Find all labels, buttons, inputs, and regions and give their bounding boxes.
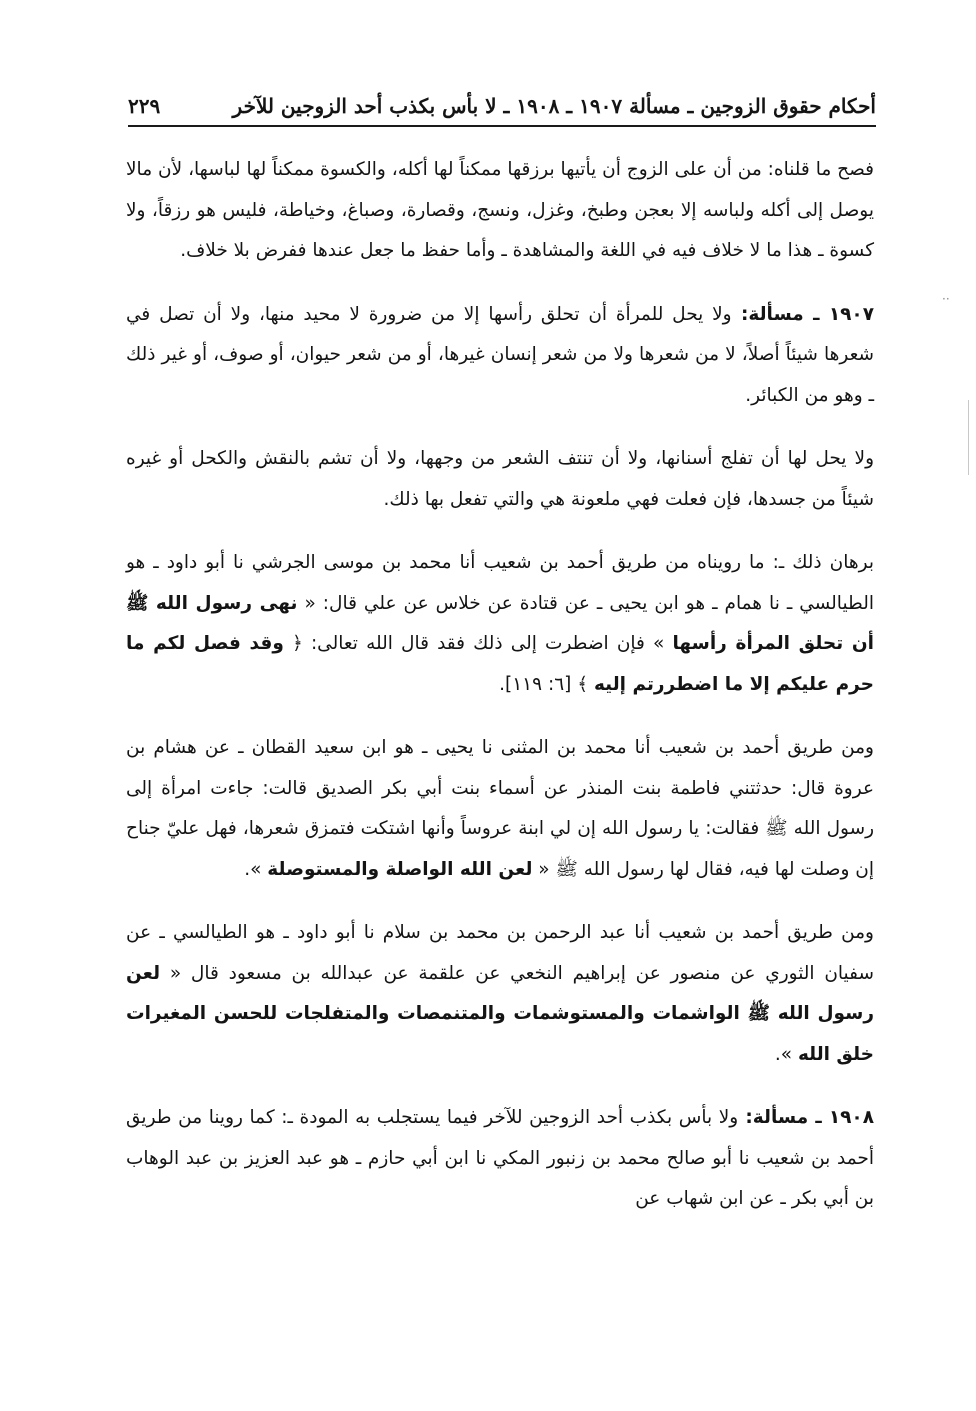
verse-reference: ﴾ [٦: ١١٩].	[499, 673, 594, 695]
paragraph-text: ومن طريق أحمد بن شعيب أنا عبد الرحمن بن محمد بن سلام نا أبو داود ـ هو الطيالسي ـ عن سفيان الثوري عن منصور عن إبراهيم النخعي عن علقمة عن عبدالله بن مسعود قال «	[126, 922, 874, 984]
page-number: ٢٢٩	[128, 94, 161, 118]
paragraph-proof	[126, 543, 874, 705]
running-head: أحكام حقوق الزوجين ـ مسألة ١٩٠٧ ـ ١٩٠٨ ـ لا بأس بكذب أحد الزوجين للآخر	[232, 94, 876, 118]
issue-heading-1908: ١٩٠٨ ـ مسألة:	[738, 1107, 874, 1128]
issue-heading-1907: ١٩٠٧ ـ مسألة:	[731, 303, 875, 325]
paragraph-5	[126, 728, 874, 890]
paragraph-issue-1907	[126, 295, 874, 417]
quran-quote: وقد فصل لكم ما حرم عليكم إلا ما اضطررتم إليه	[126, 633, 874, 695]
hadith-quote: لعن الله الواصلة والمستوصلة	[267, 858, 533, 880]
margin-speck: ··	[942, 292, 950, 306]
header-divider	[128, 125, 876, 127]
paragraph-6	[126, 913, 874, 1075]
paragraph-text: » فإن اضطرت إلى ذلك فقد قال الله تعالى: ﴿	[283, 633, 673, 654]
paragraph-issue-1908	[126, 1098, 874, 1220]
paragraph-text: ولا يحل لها أن تفلج أسنانها، ولا أن تنتف الشعر من وجهها، ولا أن تشم بالنقش والكحل أو غيره شيئاً من جسدها، فإن فعلت فهي ملعونة هي والتي تفعل بها ذلك.	[126, 448, 874, 510]
paragraph-3	[126, 439, 874, 520]
paragraph-text: ولا يحل للمرأة أن تحلق رأسها إلا من ضرورة لا محيد منها، ولا أن تصل في شعرها شيئاً أصلاً، لا من شعرها ولا من شعر إنسان غيرها، أو من شعر حيوان، أو صوف، أو غير ذلك ـ وهو من الكبائر.	[126, 303, 874, 406]
page-body	[126, 150, 874, 1243]
paragraph-text: ولا بأس بكذب أحد الزوجين للآخر فيما يستجلب به المودة ـ: كما روينا من طريق أحمد بن شعيب نا أبو صالح محمد بن زنبور المكي نا ابن أبي حازم ـ هو عبد العزيز بن عبد الوهاب بن أبي بكر ـ عن ابن شهاب عن	[126, 1107, 874, 1209]
paragraph-1	[126, 150, 874, 272]
paragraph-text: ومن طريق أحمد بن شعيب أنا محمد بن المثنى نا يحيى ـ هو ابن سعيد القطان ـ عن هشام بن عروة قال: حدثتني فاطمة بنت المنذر عن أسماء بنت أبي بكر الصديق قالت: جاءت امرأة إلى رسول الله ﷺ فقالت: يا رسول الله إن لي ابنة عروساً وأنها اشتكت فتمزق شعرها، فهل عليّ جناح إن وصلت لها فيه، فقال لها رسول الله ﷺ «	[126, 737, 874, 880]
paragraph-text: ».	[774, 1043, 798, 1065]
scan-edge-line	[968, 400, 969, 475]
paragraph-text: برهان ذلك ـ: ما رويناه من طريق أحمد بن شعيب أنا محمد بن موسى الجرشي نا أبو داود ـ هو الطيالسي ـ نا همام ـ هو ابن يحيى ـ عن قتادة عن خلاس عن علي قال: «	[126, 552, 874, 614]
paragraph-text: ».	[244, 858, 268, 880]
page-header	[128, 84, 876, 118]
hadith-quote: نهى رسول الله ﷺ أن تحلق المرأة رأسها	[126, 592, 874, 654]
hadith-quote: لعن رسول الله ﷺ الواشمات والمستوشمات والمتنمصات والمتفلجات للحسن المغيرات خلق الله	[126, 962, 874, 1065]
paragraph-text: فصح ما قلناه: من أن على الزوج أن يأتيها برزقها ممكناً لها أكله، والكسوة ممكناً لها لباسها، لأن مالا يوصل إلى أكله ولباسه إلا بعجن وطبخ، وغزل، ونسج، وقصارة، وصباغ، وخياطة، فليس هو رزقاً، ولا كسوة ـ هذا ما لا خلاف فيه في اللغة والمشاهدة ـ وأما حفظ ما جعل عندها ففرض بلا خلاف.	[126, 159, 874, 261]
